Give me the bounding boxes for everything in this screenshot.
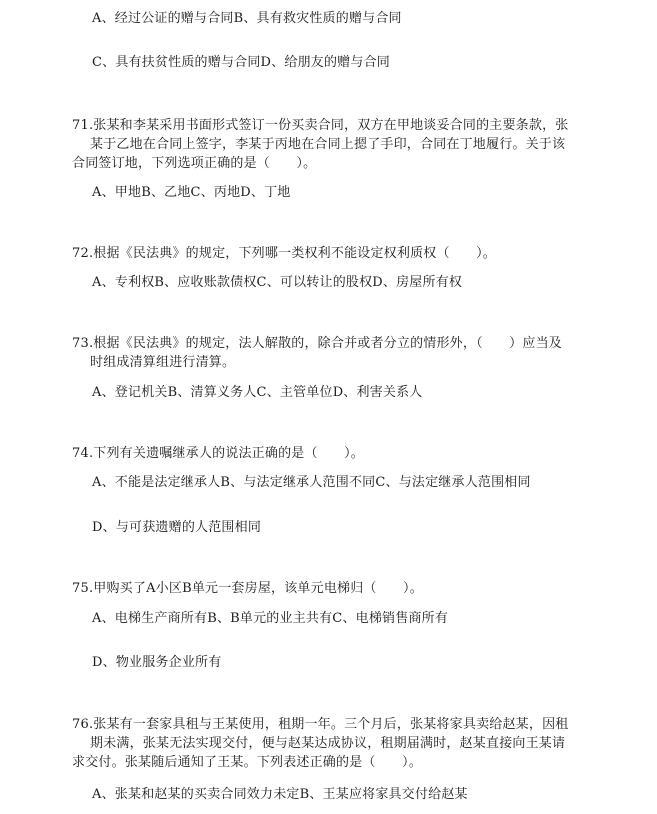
question-71-continued: 合同签订地，下列选项正确的是（ ）。 [72, 156, 317, 171]
question-71-options: A、甲地B、乙地C、丙地D、丁地 [92, 185, 291, 200]
question-72-options: A、专利权B、应收账款债权C、可以转让的股权D、房屋所有权 [92, 275, 463, 290]
question-76: 76.张某有一套家具租与王某使用，租期一年。三个月后，张某将家具卖给赵某，因租 [72, 717, 569, 732]
question-71-continued: 某于乙地在合同上签字，李某于丙地在合同上摁了手印，合同在丁地履行。关于该 [90, 137, 566, 152]
question-71: 71.张某和李某采用书面形式签订一份买卖合同，双方在甲地谈妥合同的主要条款，张 [72, 118, 569, 133]
question-73-options: A、登记机关B、清算义务人C、主管单位D、利害关系人 [92, 385, 423, 400]
question-73: 73.根据《民法典》的规定，法人解散的，除合并或者分立的情形外，（ ）应当及 [72, 336, 562, 351]
options-line: C、具有扶贫性质的赠与合同D、给朋友的赠与合同 [92, 55, 390, 70]
question-75: 75.甲购买了A小区B单元一套房屋，该单元电梯归（ ）。 [72, 581, 423, 596]
question-74: 74.下列有关遗嘱继承人的说法正确的是（ ）。 [72, 446, 364, 461]
question-73-continued: 时组成清算组进行清算。 [90, 355, 236, 370]
question-75-options: A、电梯生产商所有B、B单元的业主共有C、电梯销售商所有 [92, 611, 449, 626]
question-76-continued: 期未满，张某无法实现交付，便与赵某达成协议，租期届满时，赵某直接向王某请 [90, 736, 566, 751]
options-line: A、经过公证的赠与合同B、具有救灾性质的赠与合同 [92, 11, 402, 26]
question-76-continued: 求交付。张某随后通知了王某。下列表述正确的是（ ）。 [72, 755, 422, 770]
question-72: 72.根据《民法典》的规定，下列哪一类权利不能设定权利质权（ ）。 [72, 246, 496, 261]
question-75-options: D、物业服务企业所有 [92, 655, 222, 670]
question-74-options: A、不能是法定继承人B、与法定继承人范围不同C、与法定继承人范围相同 [92, 475, 531, 490]
question-74-options: D、与可获遗赠的人范围相同 [92, 520, 262, 535]
question-76-options: A、张某和赵某的买卖合同效力未定B、王某应将家具交付给赵某 [92, 787, 468, 802]
